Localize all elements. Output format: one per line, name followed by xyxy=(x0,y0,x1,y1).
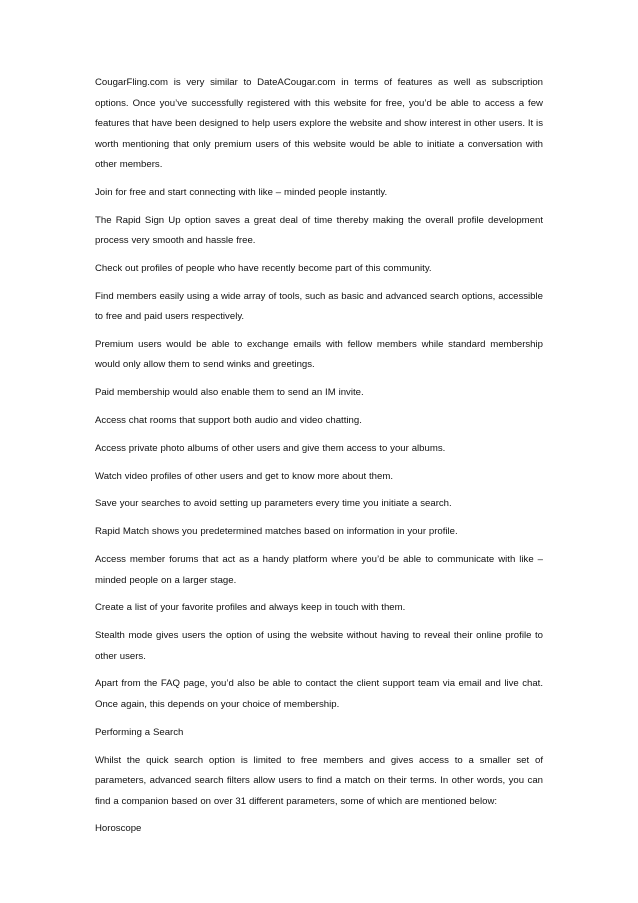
video-profiles-paragraph: Watch video profiles of other users and get to know more about them. xyxy=(95,470,394,482)
join-free-paragraph: Join for free and start connecting with like – minded people instantly. xyxy=(95,186,388,198)
horoscope-item: Horoscope xyxy=(95,823,142,835)
premium-emails-paragraph: Premium users would be able to exchange emails with fellow members while standard membership would only allow them to send winks and greetings. xyxy=(95,338,543,371)
im-invite-paragraph: Paid membership would also enable them to send an IM invite. xyxy=(95,387,364,399)
chat-rooms-paragraph: Access chat rooms that support both audio and video chatting. xyxy=(95,415,362,427)
find-members-paragraph: Find members easily using a wide array of tools, such as basic and advanced search options, accessible to free and paid users respectively. xyxy=(95,290,543,323)
save-searches-paragraph: Save your searches to avoid setting up parameters every time you initiate a search. xyxy=(95,498,452,510)
document-page xyxy=(95,73,543,847)
rapid-sign-up-paragraph: The Rapid Sign Up option saves a great deal of time thereby making the overall profile development process very smooth and hassle free. xyxy=(95,214,543,247)
rapid-match-paragraph: Rapid Match shows you predetermined matches based on information in your profile. xyxy=(95,526,458,538)
photo-albums-paragraph: Access private photo albums of other users and give them access to your albums. xyxy=(95,442,446,454)
section-heading-search: Performing a Search xyxy=(95,726,184,738)
intro-paragraph: CougarFling.com is very similar to DateACougar.com in terms of features as well as subscription options. Once you’ve successfully registered with this website for free, you’d be able to access a few features that have been designed to help users explore the website and show interest in other users. It is worth mentioning that only premium users of this website would be able to initiate a conversation with other members. xyxy=(95,77,543,170)
member-forums-paragraph: Access member forums that act as a handy platform where you’d be able to communicate with like – minded people on a larger stage. xyxy=(95,554,543,586)
support-paragraph: Apart from the FAQ page, you’d also be able to contact the client support team via email and live chat. Once again, this depends on your choice of membership. xyxy=(95,678,543,710)
favorites-list-paragraph: Create a list of your favorite profiles and always keep in touch with them. xyxy=(95,602,406,614)
recent-profiles-paragraph: Check out profiles of people who have recently become part of this community. xyxy=(95,262,432,274)
search-options-paragraph: Whilst the quick search option is limited to free members and gives access to a smaller set of parameters, advanced search filters allow users to find a match on their terms. In other words, you can find a companion based on over 31 different parameters, some of which are mentioned below: xyxy=(95,754,543,807)
stealth-mode-paragraph: Stealth mode gives users the option of using the website without having to reveal their online profile to other users. xyxy=(95,630,543,662)
